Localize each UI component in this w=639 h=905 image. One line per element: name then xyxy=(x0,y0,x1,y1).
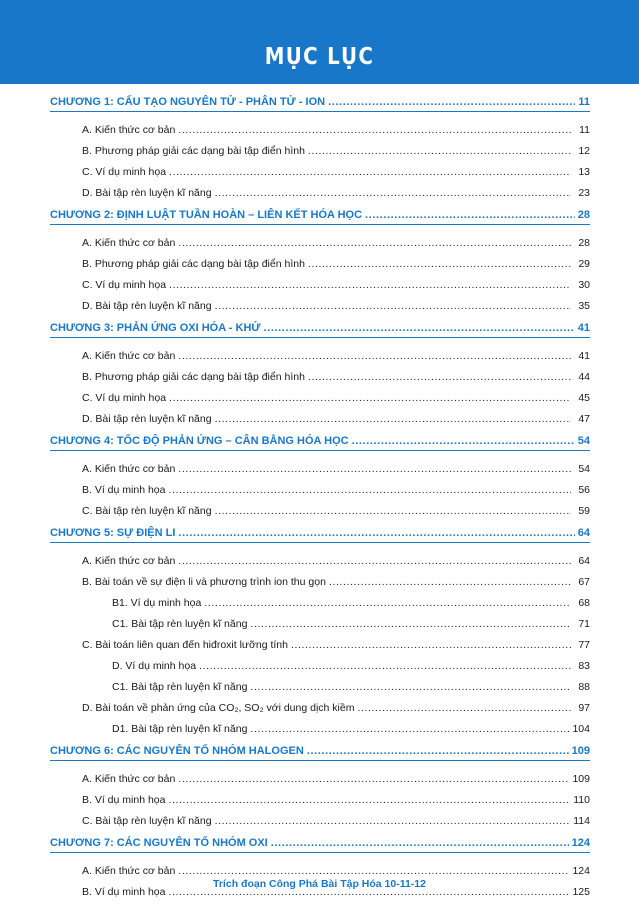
toc-entry-label: C1. Bài tập rèn luyện kĩ năng xyxy=(112,618,248,630)
toc-entry-page-number: 29 xyxy=(578,258,590,270)
chapter-heading-1[interactable] xyxy=(50,93,590,112)
chapter-title: CHƯƠNG 1: CẤU TẠO NGUYÊN TỬ - PHÂN TỬ - ION xyxy=(50,96,326,108)
dot-leader xyxy=(215,183,571,204)
toc-entry-label: C. Ví dụ minh họa xyxy=(82,166,167,178)
toc-entry-page-number: 68 xyxy=(578,597,590,609)
dot-leader xyxy=(215,811,571,832)
toc-entry[interactable] xyxy=(50,254,590,275)
toc-entry-label: A. Kiến thức cơ bản xyxy=(82,124,176,136)
toc-entry-page-number: 114 xyxy=(573,815,590,827)
toc-entry-label: B. Bài toán về sự điện li và phương trình ion thu gọn xyxy=(82,576,326,588)
toc-entry[interactable] xyxy=(50,183,590,204)
toc-entry-page-number: 23 xyxy=(578,187,590,199)
toc-entry-page-number: 88 xyxy=(578,681,590,693)
toc-entry[interactable] xyxy=(50,769,590,790)
chapter-heading-2[interactable] xyxy=(50,206,590,225)
toc-entry[interactable] xyxy=(50,811,590,832)
dot-leader xyxy=(178,120,571,141)
toc-entry-label: B. Ví dụ minh họa xyxy=(82,484,166,496)
toc-entry[interactable] xyxy=(50,656,590,677)
toc-entry-page-number: 110 xyxy=(573,794,590,806)
dot-leader xyxy=(308,141,571,162)
dot-leader xyxy=(329,572,571,593)
toc-entry-label: A. Kiến thức cơ bản xyxy=(82,865,176,877)
dot-leader xyxy=(178,233,571,254)
toc-entry-page-number: 109 xyxy=(572,773,590,785)
chapter-heading-3[interactable] xyxy=(50,319,590,338)
chapter-heading-7[interactable] xyxy=(50,834,590,853)
toc-entry-label: D. Bài tập rèn luyện kĩ năng xyxy=(82,187,212,199)
toc-entry[interactable] xyxy=(50,551,590,572)
dot-leader xyxy=(215,409,571,430)
toc-entry-page-number: 77 xyxy=(578,639,590,651)
dot-leader xyxy=(307,742,569,760)
toc-entry-page-number: 13 xyxy=(578,166,590,178)
toc-entry-page-number: 64 xyxy=(578,555,590,567)
dot-leader xyxy=(199,656,571,677)
toc-entry-label: D. Bài tập rèn luyện kĩ năng xyxy=(82,413,212,425)
dot-leader xyxy=(178,551,571,572)
toc-entry-label: B. Phương pháp giải các dạng bài tập điển hình xyxy=(82,145,305,157)
toc-entry[interactable] xyxy=(50,614,590,635)
toc-entry-page-number: 124 xyxy=(572,865,590,877)
dot-leader xyxy=(308,254,571,275)
dot-leader xyxy=(169,275,571,296)
dot-leader xyxy=(215,501,571,522)
toc-entry-label: B. Ví dụ minh họa xyxy=(82,886,166,898)
toc-entry[interactable] xyxy=(50,275,590,296)
chapter-page-number: 124 xyxy=(571,837,590,849)
toc-entry-page-number: 44 xyxy=(578,371,590,383)
toc-entry-page-number: 59 xyxy=(578,505,590,517)
toc-entry-label: C1. Bài tập rèn luyện kĩ năng xyxy=(112,681,248,693)
toc-entry[interactable] xyxy=(50,480,590,501)
toc-entry[interactable] xyxy=(50,572,590,593)
dot-leader xyxy=(178,769,569,790)
dot-leader xyxy=(169,162,571,183)
toc-entry-label: B1. Ví dụ minh họa xyxy=(112,597,202,609)
page-footer: Trích đoạn Công Phá Bài Tập Hóa 10-11-12 xyxy=(213,878,426,890)
chapter-heading-6[interactable] xyxy=(50,742,590,761)
chapter-heading-5[interactable] xyxy=(50,524,590,543)
toc-entry[interactable] xyxy=(50,141,590,162)
toc-entry-label: C. Bài tập rèn luyện kĩ năng xyxy=(82,815,212,827)
toc-entry[interactable] xyxy=(50,367,590,388)
chapter-title: CHƯƠNG 2: ĐỊNH LUẬT TUẦN HOÀN – LIÊN KẾT HÓA HỌC xyxy=(50,209,363,221)
toc-entry[interactable] xyxy=(50,790,590,811)
chapter-page-number: 109 xyxy=(571,745,590,757)
chapter-page-number: 11 xyxy=(578,96,590,108)
toc-entry-label: C. Ví dụ minh họa xyxy=(82,279,167,291)
toc-entry-page-number: 67 xyxy=(578,576,590,588)
toc-entry-label: B. Phương pháp giải các dạng bài tập điển hình xyxy=(82,258,305,270)
toc-entry[interactable] xyxy=(50,296,590,317)
toc-entry[interactable] xyxy=(50,698,590,719)
chapter-page-number: 41 xyxy=(577,322,590,334)
toc-entry-page-number: 41 xyxy=(578,350,590,362)
chapter-title: CHƯƠNG 5: SỰ ĐIỆN LI xyxy=(50,527,176,539)
toc-entry-page-number: 104 xyxy=(572,723,590,735)
toc-entry-page-number: 11 xyxy=(579,124,590,136)
toc-entry-label: C. Ví dụ minh họa xyxy=(82,392,167,404)
dot-leader xyxy=(250,677,571,698)
chapter-page-number: 64 xyxy=(577,527,590,539)
chapter-title: CHƯƠNG 7: CÁC NGUYÊN TỐ NHÓM OXI xyxy=(50,837,268,849)
dot-leader xyxy=(204,593,571,614)
dot-leader xyxy=(169,388,571,409)
chapter-page-number: 54 xyxy=(577,435,590,447)
toc-entry-page-number: 12 xyxy=(578,145,590,157)
toc-entry-page-number: 47 xyxy=(578,413,590,425)
toc-entry-page-number: 54 xyxy=(578,463,590,475)
dot-leader xyxy=(168,790,570,811)
toc-entry-page-number: 125 xyxy=(572,886,590,898)
toc-entry-label: A. Kiến thức cơ bản xyxy=(82,237,176,249)
toc-entry-page-number: 56 xyxy=(578,484,590,496)
page-title: MỤC LỤC xyxy=(264,44,375,70)
chapter-title: CHƯƠNG 3: PHẢN ỨNG OXI HÓA - KHỬ xyxy=(50,322,261,334)
dot-leader xyxy=(178,459,571,480)
toc-entry[interactable] xyxy=(50,635,590,656)
toc-entry-label: C. Bài tập rèn luyện kĩ năng xyxy=(82,505,212,517)
toc-entry-page-number: 45 xyxy=(578,392,590,404)
toc-entry-label: A. Kiến thức cơ bản xyxy=(82,555,176,567)
dot-leader xyxy=(291,635,571,656)
toc-entry[interactable] xyxy=(50,501,590,522)
toc-entry-page-number: 97 xyxy=(578,702,590,714)
toc-entry-label: D1. Bài tập rèn luyện kĩ năng xyxy=(112,723,248,735)
dot-leader xyxy=(250,614,571,635)
toc-entry-label: A. Kiến thức cơ bản xyxy=(82,773,176,785)
toc-entry[interactable] xyxy=(50,120,590,141)
toc-entry-label: C. Bài toán liên quan đến hiđroxit lưỡng tính xyxy=(82,639,288,651)
chapter-page-number: 28 xyxy=(577,209,590,221)
dot-leader xyxy=(168,480,571,501)
dot-leader xyxy=(250,719,569,740)
toc-entry-page-number: 71 xyxy=(578,618,590,630)
toc-entry[interactable] xyxy=(50,677,590,698)
toc-entry-label: B. Ví dụ minh họa xyxy=(82,794,166,806)
chapter-title: CHƯƠNG 4: TỐC ĐỘ PHẢN ỨNG – CÂN BẰNG HÓA HỌC xyxy=(50,435,349,447)
toc-entry[interactable] xyxy=(50,162,590,183)
toc-entry-page-number: 83 xyxy=(578,660,590,672)
toc-entry[interactable] xyxy=(50,233,590,254)
toc-entry-label: D. Bài tập rèn luyện kĩ năng xyxy=(82,300,212,312)
toc-entry[interactable] xyxy=(50,459,590,480)
toc-entry-label: D. Bài toán về phản ứng của CO₂, SO₂ với dung dịch kiềm xyxy=(82,702,355,714)
toc-entry[interactable] xyxy=(50,409,590,430)
dot-leader xyxy=(308,367,571,388)
dot-leader xyxy=(178,346,571,367)
dot-leader xyxy=(352,432,575,450)
dot-leader xyxy=(264,319,575,337)
dot-leader xyxy=(215,296,571,317)
dot-leader xyxy=(178,524,574,542)
table-of-contents xyxy=(50,91,590,903)
toc-entry-page-number: 28 xyxy=(578,237,590,249)
toc-entry-label: B. Phương pháp giải các dạng bài tập điển hình xyxy=(82,371,305,383)
chapter-heading-4[interactable] xyxy=(50,432,590,451)
toc-entry[interactable] xyxy=(50,346,590,367)
toc-entry-page-number: 30 xyxy=(578,279,590,291)
toc-entry-page-number: 35 xyxy=(578,300,590,312)
toc-entry-label: D. Ví dụ minh họa xyxy=(112,660,197,672)
dot-leader xyxy=(271,834,569,852)
chapter-title: CHƯƠNG 6: CÁC NGUYÊN TỐ NHÓM HALOGEN xyxy=(50,745,304,757)
toc-entry[interactable] xyxy=(50,719,590,740)
toc-entry[interactable] xyxy=(50,593,590,614)
toc-entry-label: A. Kiến thức cơ bản xyxy=(82,350,176,362)
dot-leader xyxy=(365,206,575,224)
dot-leader xyxy=(328,93,575,111)
title-banner xyxy=(0,0,639,84)
dot-leader xyxy=(357,698,571,719)
toc-entry-label: A. Kiến thức cơ bản xyxy=(82,463,176,475)
toc-entry[interactable] xyxy=(50,388,590,409)
